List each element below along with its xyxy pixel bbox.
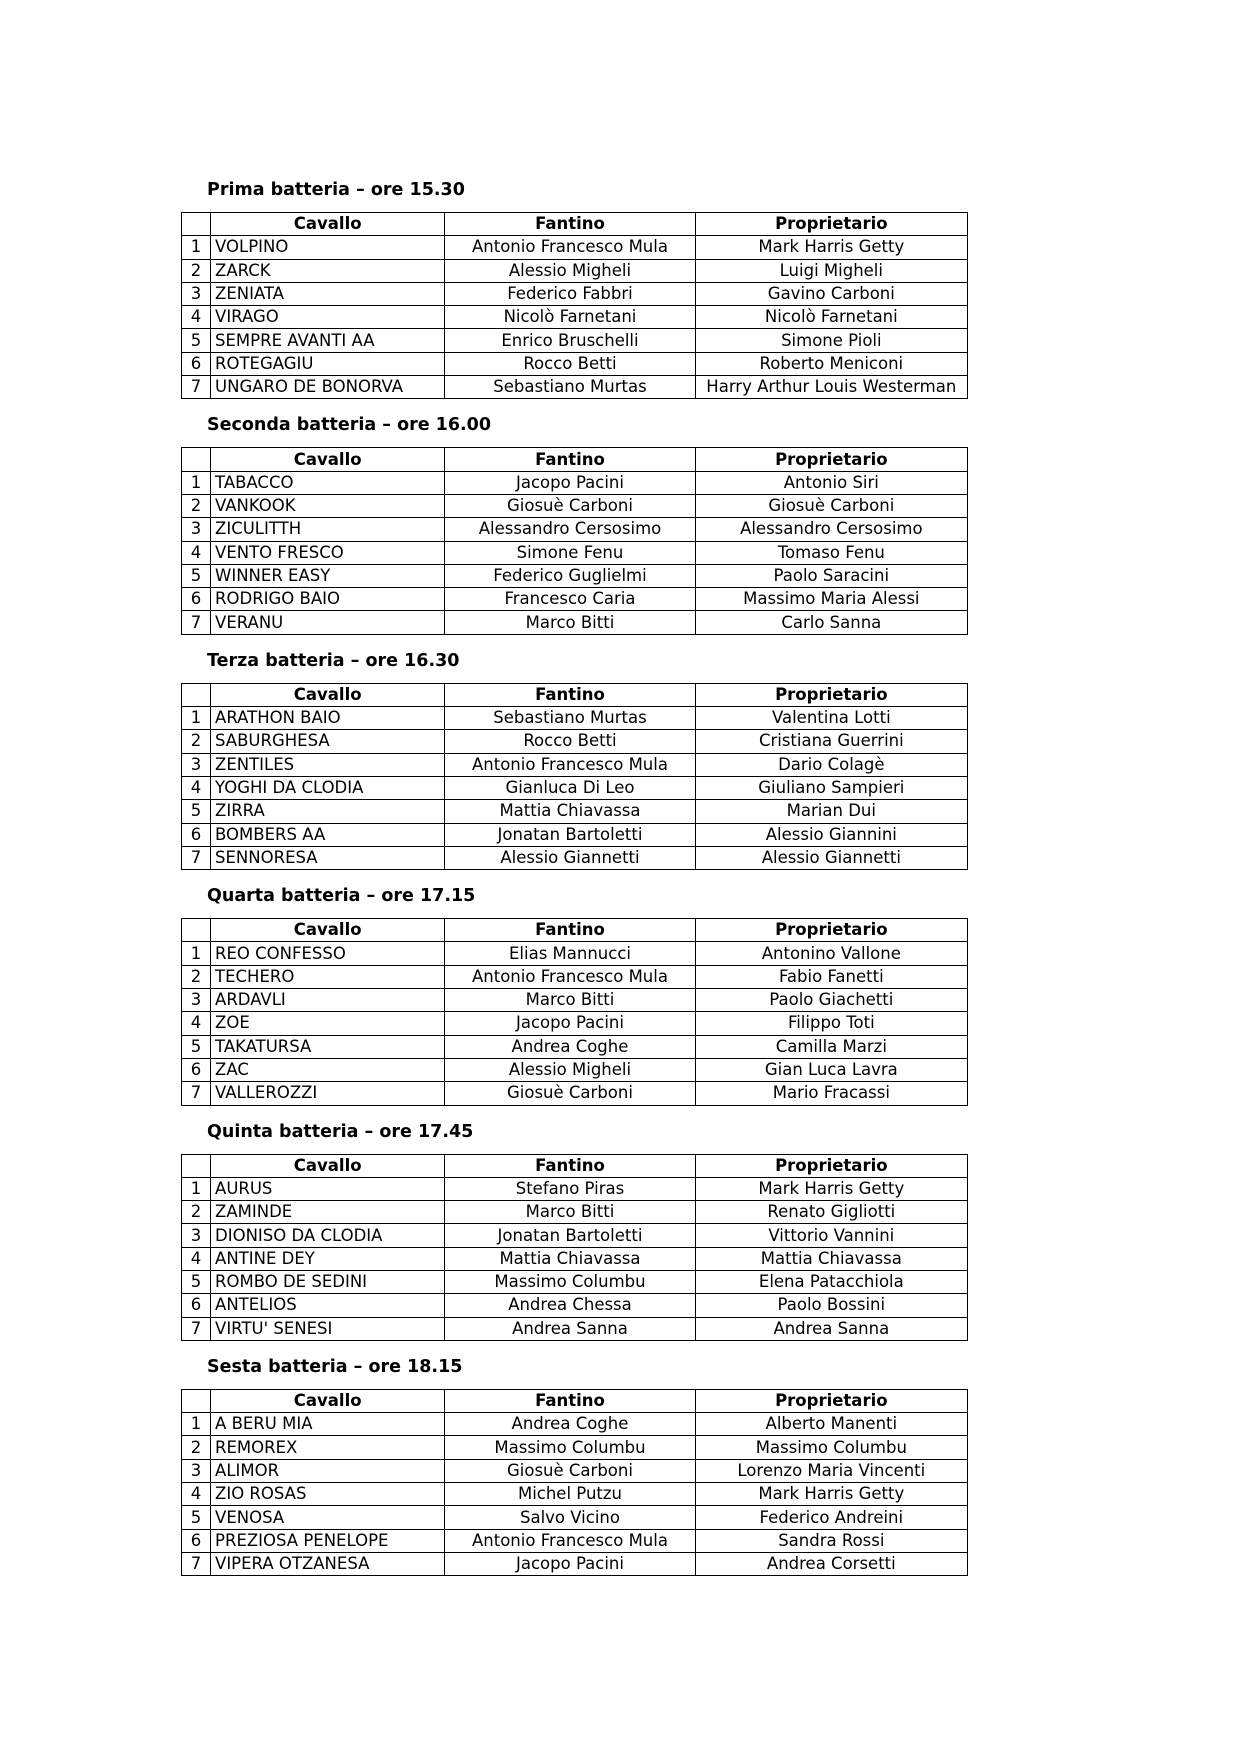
- horse-name: AURUS: [211, 1177, 445, 1200]
- owner-name: Mattia Chiavassa: [695, 1247, 967, 1270]
- horse-name: VANKOOK: [211, 494, 445, 517]
- row-number: 6: [182, 1529, 211, 1552]
- jockey-name: Andrea Sanna: [445, 1317, 695, 1340]
- table-row: [182, 1436, 968, 1459]
- owner-name: Carlo Sanna: [695, 611, 967, 634]
- header-jockey: Fantino: [445, 683, 695, 706]
- table-row: [182, 282, 968, 305]
- table-row: [182, 1413, 968, 1436]
- row-number: 3: [182, 282, 211, 305]
- horse-name: VENTO FRESCO: [211, 541, 445, 564]
- row-number: 3: [182, 1459, 211, 1482]
- horse-name: ANTELIOS: [211, 1294, 445, 1317]
- jockey-name: Massimo Columbu: [445, 1270, 695, 1293]
- horse-name: VIPERA OTZANESA: [211, 1552, 445, 1575]
- header-horse: Cavallo: [211, 213, 445, 236]
- table-row: [182, 1177, 968, 1200]
- jockey-name: Federico Guglielmi: [445, 564, 695, 587]
- row-number: 1: [182, 942, 211, 965]
- horse-name: SEMPRE AVANTI AA: [211, 329, 445, 352]
- jockey-name: Antonio Francesco Mula: [445, 1529, 695, 1552]
- race-heading: Quarta batteria – ore 17.15: [207, 886, 476, 907]
- owner-name: Harry Arthur Louis Westerman: [695, 376, 967, 399]
- header-number: [182, 1389, 211, 1412]
- row-number: 2: [182, 730, 211, 753]
- header-number: [182, 448, 211, 471]
- table-row: [182, 730, 968, 753]
- horse-name: TABACCO: [211, 471, 445, 494]
- table-row: [182, 541, 968, 564]
- header-jockey: Fantino: [445, 1389, 695, 1412]
- jockey-name: Rocco Betti: [445, 730, 695, 753]
- owner-name: Elena Patacchiola: [695, 1270, 967, 1293]
- table-header-row: [182, 213, 968, 236]
- horse-name: DIONISO DA CLODIA: [211, 1224, 445, 1247]
- row-number: 7: [182, 1317, 211, 1340]
- row-number: 5: [182, 564, 211, 587]
- table-row: [182, 1224, 968, 1247]
- jockey-name: Andrea Coghe: [445, 1413, 695, 1436]
- race-table: [181, 918, 968, 1105]
- race-table: [181, 447, 968, 634]
- row-number: 1: [182, 471, 211, 494]
- jockey-name: Alessio Migheli: [445, 1058, 695, 1081]
- horse-name: REO CONFESSO: [211, 942, 445, 965]
- jockey-name: Andrea Coghe: [445, 1035, 695, 1058]
- race-heading: Seconda batteria – ore 16.00: [207, 415, 492, 436]
- table-row: [182, 753, 968, 776]
- race-table: [181, 212, 968, 399]
- header-horse: Cavallo: [211, 1154, 445, 1177]
- table-row: [182, 1506, 968, 1529]
- horse-name: ZARCK: [211, 259, 445, 282]
- jockey-name: Francesco Caria: [445, 588, 695, 611]
- jockey-name: Giosuè Carboni: [445, 494, 695, 517]
- jockey-name: Antonio Francesco Mula: [445, 965, 695, 988]
- horse-name: ARDAVLI: [211, 989, 445, 1012]
- jockey-name: Jonatan Bartoletti: [445, 1224, 695, 1247]
- table-row: [182, 1294, 968, 1317]
- owner-name: Luigi Migheli: [695, 259, 967, 282]
- owner-name: Alessio Giannetti: [695, 846, 967, 869]
- race-table: [181, 683, 968, 870]
- horse-name: TECHERO: [211, 965, 445, 988]
- row-number: 3: [182, 989, 211, 1012]
- horse-name: ALIMOR: [211, 1459, 445, 1482]
- row-number: 6: [182, 1294, 211, 1317]
- race-heading: Quinta batteria – ore 17.45: [207, 1121, 474, 1142]
- table-row: [182, 1201, 968, 1224]
- table-header-row: [182, 683, 968, 706]
- table-row: [182, 1012, 968, 1035]
- jockey-name: Marco Bitti: [445, 611, 695, 634]
- horse-name: VENOSA: [211, 1506, 445, 1529]
- table-row: [182, 1270, 968, 1293]
- header-jockey: Fantino: [445, 213, 695, 236]
- jockey-name: Salvo Vicino: [445, 1506, 695, 1529]
- owner-name: Sandra Rossi: [695, 1529, 967, 1552]
- table-row: [182, 1082, 968, 1105]
- owner-name: Filippo Toti: [695, 1012, 967, 1035]
- row-number: 2: [182, 259, 211, 282]
- table-row: [182, 1529, 968, 1552]
- header-owner: Proprietario: [695, 1154, 967, 1177]
- header-jockey: Fantino: [445, 919, 695, 942]
- row-number: 6: [182, 823, 211, 846]
- jockey-name: Mattia Chiavassa: [445, 1247, 695, 1270]
- owner-name: Camilla Marzi: [695, 1035, 967, 1058]
- row-number: 5: [182, 1270, 211, 1293]
- owner-name: Simone Pioli: [695, 329, 967, 352]
- horse-name: WINNER EASY: [211, 564, 445, 587]
- horse-name: ZIO ROSAS: [211, 1483, 445, 1506]
- owner-name: Tomaso Fenu: [695, 541, 967, 564]
- race-section: [181, 882, 968, 1105]
- row-number: 7: [182, 376, 211, 399]
- jockey-name: Antonio Francesco Mula: [445, 753, 695, 776]
- race-section: [181, 1118, 968, 1341]
- row-number: 2: [182, 1201, 211, 1224]
- table-row: [182, 518, 968, 541]
- jockey-name: Jonatan Bartoletti: [445, 823, 695, 846]
- row-number: 3: [182, 518, 211, 541]
- header-horse: Cavallo: [211, 683, 445, 706]
- horse-name: ANTINE DEY: [211, 1247, 445, 1270]
- row-number: 1: [182, 707, 211, 730]
- header-horse: Cavallo: [211, 1389, 445, 1412]
- row-number: 4: [182, 776, 211, 799]
- table-row: [182, 823, 968, 846]
- jockey-name: Alessio Migheli: [445, 259, 695, 282]
- owner-name: Mark Harris Getty: [695, 1483, 967, 1506]
- table-row: [182, 1483, 968, 1506]
- horse-name: ZENTILES: [211, 753, 445, 776]
- jockey-name: Rocco Betti: [445, 352, 695, 375]
- horse-name: VOLPINO: [211, 236, 445, 259]
- horse-name: ZAMINDE: [211, 1201, 445, 1224]
- owner-name: Massimo Maria Alessi: [695, 588, 967, 611]
- owner-name: Dario Colagè: [695, 753, 967, 776]
- owner-name: Andrea Sanna: [695, 1317, 967, 1340]
- table-row: [182, 1035, 968, 1058]
- jockey-name: Giosuè Carboni: [445, 1459, 695, 1482]
- table-row: [182, 965, 968, 988]
- horse-name: VIRAGO: [211, 306, 445, 329]
- owner-name: Cristiana Guerrini: [695, 730, 967, 753]
- jockey-name: Gianluca Di Leo: [445, 776, 695, 799]
- header-owner: Proprietario: [695, 919, 967, 942]
- horse-name: TAKATURSA: [211, 1035, 445, 1058]
- race-section: [181, 176, 968, 399]
- jockey-name: Marco Bitti: [445, 1201, 695, 1224]
- owner-name: Alessandro Cersosimo: [695, 518, 967, 541]
- horse-name: ROMBO DE SEDINI: [211, 1270, 445, 1293]
- jockey-name: Stefano Piras: [445, 1177, 695, 1200]
- jockey-name: Simone Fenu: [445, 541, 695, 564]
- row-number: 5: [182, 1035, 211, 1058]
- table-row: [182, 776, 968, 799]
- race-heading: Terza batteria – ore 16.30: [207, 650, 460, 671]
- row-number: 1: [182, 1177, 211, 1200]
- table-row: [182, 846, 968, 869]
- jockey-name: Federico Fabbri: [445, 282, 695, 305]
- race-section: [181, 1353, 968, 1576]
- document-body: [181, 176, 968, 1588]
- table-row: [182, 564, 968, 587]
- table-row: [182, 611, 968, 634]
- header-horse: Cavallo: [211, 448, 445, 471]
- table-header-row: [182, 1154, 968, 1177]
- owner-name: Antonio Siri: [695, 471, 967, 494]
- jockey-name: Sebastiano Murtas: [445, 376, 695, 399]
- table-header-row: [182, 1389, 968, 1412]
- header-horse: Cavallo: [211, 919, 445, 942]
- header-owner: Proprietario: [695, 683, 967, 706]
- jockey-name: Sebastiano Murtas: [445, 707, 695, 730]
- horse-name: BOMBERS AA: [211, 823, 445, 846]
- horse-name: VERANU: [211, 611, 445, 634]
- jockey-name: Jacopo Pacini: [445, 1552, 695, 1575]
- table-header-row: [182, 448, 968, 471]
- owner-name: Alberto Manenti: [695, 1413, 967, 1436]
- horse-name: SABURGHESA: [211, 730, 445, 753]
- jockey-name: Elias Mannucci: [445, 942, 695, 965]
- header-jockey: Fantino: [445, 1154, 695, 1177]
- row-number: 5: [182, 800, 211, 823]
- table-row: [182, 471, 968, 494]
- owner-name: Federico Andreini: [695, 1506, 967, 1529]
- row-number: 5: [182, 329, 211, 352]
- row-number: 4: [182, 1483, 211, 1506]
- jockey-name: Alessandro Cersosimo: [445, 518, 695, 541]
- horse-name: SENNORESA: [211, 846, 445, 869]
- row-number: 4: [182, 1247, 211, 1270]
- header-jockey: Fantino: [445, 448, 695, 471]
- horse-name: A BERU MIA: [211, 1413, 445, 1436]
- table-row: [182, 1317, 968, 1340]
- header-owner: Proprietario: [695, 448, 967, 471]
- owner-name: Gian Luca Lavra: [695, 1058, 967, 1081]
- owner-name: Roberto Meniconi: [695, 352, 967, 375]
- owner-name: Massimo Columbu: [695, 1436, 967, 1459]
- horse-name: VIRTU' SENESI: [211, 1317, 445, 1340]
- jockey-name: Nicolò Farnetani: [445, 306, 695, 329]
- row-number: 2: [182, 494, 211, 517]
- horse-name: ARATHON BAIO: [211, 707, 445, 730]
- table-header-row: [182, 919, 968, 942]
- owner-name: Mark Harris Getty: [695, 236, 967, 259]
- owner-name: Mark Harris Getty: [695, 1177, 967, 1200]
- table-row: [182, 306, 968, 329]
- row-number: 4: [182, 306, 211, 329]
- horse-name: RODRIGO BAIO: [211, 588, 445, 611]
- race-table: [181, 1154, 968, 1341]
- race-table: [181, 1389, 968, 1576]
- row-number: 4: [182, 1012, 211, 1035]
- row-number: 6: [182, 352, 211, 375]
- jockey-name: Michel Putzu: [445, 1483, 695, 1506]
- owner-name: Paolo Bossini: [695, 1294, 967, 1317]
- jockey-name: Giosuè Carboni: [445, 1082, 695, 1105]
- owner-name: Andrea Corsetti: [695, 1552, 967, 1575]
- horse-name: YOGHI DA CLODIA: [211, 776, 445, 799]
- table-row: [182, 1459, 968, 1482]
- owner-name: Vittorio Vannini: [695, 1224, 967, 1247]
- table-row: [182, 352, 968, 375]
- horse-name: ZOE: [211, 1012, 445, 1035]
- owner-name: Fabio Fanetti: [695, 965, 967, 988]
- row-number: 6: [182, 588, 211, 611]
- row-number: 7: [182, 1552, 211, 1575]
- row-number: 6: [182, 1058, 211, 1081]
- owner-name: Giosuè Carboni: [695, 494, 967, 517]
- table-row: [182, 1247, 968, 1270]
- header-owner: Proprietario: [695, 1389, 967, 1412]
- table-row: [182, 236, 968, 259]
- horse-name: VALLEROZZI: [211, 1082, 445, 1105]
- row-number: 7: [182, 611, 211, 634]
- owner-name: Valentina Lotti: [695, 707, 967, 730]
- table-row: [182, 1058, 968, 1081]
- jockey-name: Mattia Chiavassa: [445, 800, 695, 823]
- table-row: [182, 942, 968, 965]
- header-number: [182, 1154, 211, 1177]
- header-number: [182, 683, 211, 706]
- row-number: 2: [182, 965, 211, 988]
- jockey-name: Marco Bitti: [445, 989, 695, 1012]
- jockey-name: Alessio Giannetti: [445, 846, 695, 869]
- owner-name: Marian Dui: [695, 800, 967, 823]
- row-number: 2: [182, 1436, 211, 1459]
- owner-name: Gavino Carboni: [695, 282, 967, 305]
- race-section: [181, 647, 968, 870]
- jockey-name: Andrea Chessa: [445, 1294, 695, 1317]
- jockey-name: Massimo Columbu: [445, 1436, 695, 1459]
- jockey-name: Enrico Bruschelli: [445, 329, 695, 352]
- jockey-name: Antonio Francesco Mula: [445, 236, 695, 259]
- table-row: [182, 588, 968, 611]
- owner-name: Renato Gigliotti: [695, 1201, 967, 1224]
- race-section: [181, 411, 968, 634]
- table-row: [182, 800, 968, 823]
- header-number: [182, 213, 211, 236]
- table-row: [182, 376, 968, 399]
- horse-name: ZICULITTH: [211, 518, 445, 541]
- horse-name: ZIRRA: [211, 800, 445, 823]
- owner-name: Antonino Vallone: [695, 942, 967, 965]
- race-heading: Prima batteria – ore 15.30: [207, 180, 465, 200]
- owner-name: Mario Fracassi: [695, 1082, 967, 1105]
- horse-name: ROTEGAGIU: [211, 352, 445, 375]
- horse-name: UNGARO DE BONORVA: [211, 376, 445, 399]
- row-number: 3: [182, 1224, 211, 1247]
- owner-name: Alessio Giannini: [695, 823, 967, 846]
- row-number: 1: [182, 236, 211, 259]
- header-number: [182, 919, 211, 942]
- horse-name: ZENIATA: [211, 282, 445, 305]
- table-row: [182, 1552, 968, 1575]
- owner-name: Giuliano Sampieri: [695, 776, 967, 799]
- owner-name: Paolo Giachetti: [695, 989, 967, 1012]
- owner-name: Lorenzo Maria Vincenti: [695, 1459, 967, 1482]
- row-number: 3: [182, 753, 211, 776]
- table-row: [182, 259, 968, 282]
- jockey-name: Jacopo Pacini: [445, 471, 695, 494]
- horse-name: ZAC: [211, 1058, 445, 1081]
- row-number: 5: [182, 1506, 211, 1529]
- row-number: 7: [182, 1082, 211, 1105]
- horse-name: PREZIOSA PENELOPE: [211, 1529, 445, 1552]
- table-row: [182, 329, 968, 352]
- table-row: [182, 989, 968, 1012]
- header-owner: Proprietario: [695, 213, 967, 236]
- horse-name: REMOREX: [211, 1436, 445, 1459]
- table-row: [182, 494, 968, 517]
- row-number: 4: [182, 541, 211, 564]
- table-row: [182, 707, 968, 730]
- row-number: 1: [182, 1413, 211, 1436]
- owner-name: Paolo Saracini: [695, 564, 967, 587]
- jockey-name: Jacopo Pacini: [445, 1012, 695, 1035]
- owner-name: Nicolò Farnetani: [695, 306, 967, 329]
- race-heading: Sesta batteria – ore 18.15: [207, 1356, 463, 1377]
- row-number: 7: [182, 846, 211, 869]
